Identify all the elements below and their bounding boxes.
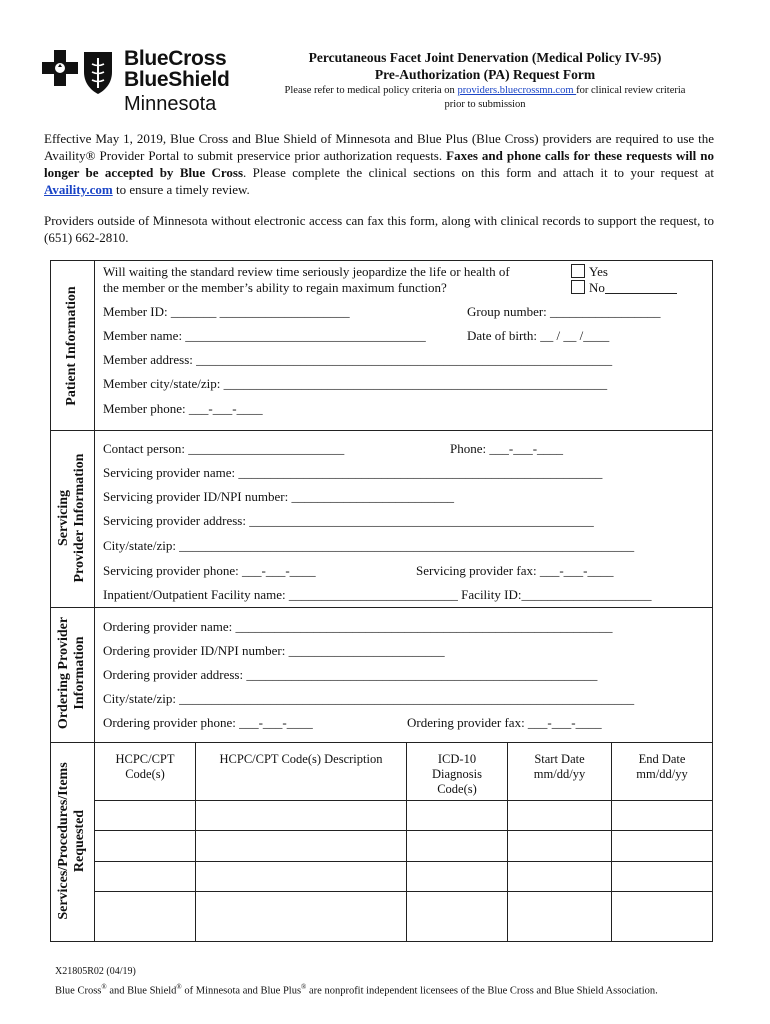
member-phone-field[interactable]: Member phone: ___-___-____ [103,401,263,416]
col3-line2: Diagnosis [432,767,482,781]
reg-mark: ® [176,983,182,991]
providers-link[interactable]: providers.bluecrossmn.com [457,85,577,96]
patient-label: Patient Information [64,286,79,406]
col-header-end-date [612,752,712,782]
form-subtitle: Pre-Authorization (PA) Request Form [374,67,596,82]
servicing-city-field[interactable]: City/state/zip: ______________________________________________________________________ [103,538,635,553]
grid-line [195,742,196,941]
reg-mark: ® [101,983,107,991]
disclaimer-part-3: of Minnesota and Blue Plus [181,985,302,997]
policy-note-prefix: Please refer to medical policy criteria on [284,85,458,96]
servicing-provider-id-field[interactable]: Servicing provider ID/NPI number: _________________________ [103,489,454,504]
yes-option[interactable] [571,264,608,280]
col4-line2: mm/dd/yy [533,767,586,781]
intro-p1-bold: Faxes and phone calls for these requests will no longer be accepted by Blue Cross [44,148,714,180]
disclaimer-part-4: are nonprofit independent licensees of the Blue Cross and Blue Shield Association. [306,985,658,997]
col-header-description [196,752,406,767]
policy-note-suffix: for clinical review criteria [576,85,686,96]
reg-mark: ® [301,983,307,991]
contact-phone-field[interactable]: Phone: ___-___-____ [450,441,564,456]
ordering-provider-id-field[interactable]: Ordering provider ID/NPI number: ________________________ [103,643,445,658]
form-code: X21805R02 (04/19) [55,966,136,977]
servicing-provider-name-field[interactable]: Servicing provider name: ________________________________________________________ [103,465,603,480]
no-checkbox[interactable] [571,280,585,294]
form-title: Percutaneous Facet Joint Denervation (Medical Policy IV-95) [308,50,662,65]
servicing-label-1: Servicing [56,490,71,546]
section-divider [51,742,712,743]
intro-p1-c: to ensure a timely review. [112,182,250,197]
intro-p1-b: . Please complete the clinical sections on this form and attach it to your request at [243,165,714,180]
date-of-birth-field[interactable]: Date of birth: __ / __ /____ [467,328,610,343]
bcbs-logo [42,44,242,116]
section-label-ordering [56,607,88,739]
ordering-city-field[interactable]: City/state/zip: ______________________________________________________________________ [103,691,635,706]
section-divider [51,607,712,608]
grid-line [94,800,712,801]
brand-line-1: BlueCross [124,47,227,70]
disclaimer-part-2: and Blue Shield [106,985,177,997]
grid-line [94,891,712,892]
yes-label: Yes [589,264,608,279]
grid-line [94,861,712,862]
col3-line1: ICD-10 [437,752,477,766]
col2-line1: HCPC/CPT Code(s) Description [219,752,383,766]
cross-shield-icon [42,48,120,98]
policy-note [250,84,720,97]
intro-paragraph-2: Providers outside of Minnesota without electronic access can fax this form, along with clinical records to support the request, to (651) 662-2810. [44,213,714,245]
services-label-1: Services/Procedures/Items [56,762,71,920]
col-header-icd10 [407,752,507,797]
group-number-field[interactable]: Group number: _________________ [467,304,661,319]
col1-line2: Code(s) [125,767,165,781]
request-form-table [50,260,713,942]
grid-line [94,830,712,831]
section-label-patient [64,266,80,426]
ordering-label-1: Ordering Provider [56,616,71,730]
footer-disclaimer [55,983,658,997]
disclaimer-part-1: Blue Cross [55,985,102,997]
intro-p1-a: Effective May 1, 2019, Blue Cross and Blue Shield of Minnesota and Blue Plus (Blue Cross) providers are required to use the Availity® Provider Portal to submit preservice prior authorization requests. [44,131,714,163]
brand-line-2: BlueShield [124,68,230,91]
ordering-provider-fax-field[interactable]: Ordering provider fax: ___-___-____ [407,715,602,730]
col-header-hcpc [95,752,195,782]
ordering-provider-name-field[interactable]: Ordering provider name: __________________________________________________________ [103,619,613,634]
section-label-services [56,744,88,938]
col-header-start-date [508,752,611,782]
services-label-2: Requested [72,809,87,873]
urgency-question-line-2: the member or the member’s ability to regain maximum function? [103,280,447,295]
yes-checkbox[interactable] [571,264,585,278]
servicing-provider-fax-field[interactable]: Servicing provider fax: ___-___-____ [416,563,614,578]
member-name-field[interactable]: Member name: _____________________________________ [103,328,426,343]
member-id-field[interactable]: Member ID: _______ ____________________ [103,304,350,319]
urgency-question-line-1: Will waiting the standard review time seriously jeopardize the life or health of [103,264,510,279]
label-column-divider [94,261,95,941]
availity-link[interactable]: Availity.com [44,182,113,197]
ordering-provider-phone-field[interactable]: Ordering provider phone: ___-___-____ [103,715,313,730]
contact-person-field[interactable]: Contact person: ________________________ [103,441,345,456]
col3-line3: Code(s) [437,782,477,796]
servicing-provider-phone-field[interactable]: Servicing provider phone: ___-___-____ [103,563,316,578]
facility-field[interactable]: Inpatient/Outpatient Facility name: __________________________ Facility ID:____________________ [103,587,652,602]
servicing-provider-address-field[interactable]: Servicing provider address: _____________________________________________________ [103,513,594,528]
intro-paragraph-1 [44,130,714,198]
no-label: No [589,280,605,295]
ordering-label-2: Information [72,636,87,710]
member-address-field[interactable]: Member address: ________________________________________________________________ [103,352,613,367]
col5-line2: mm/dd/yy [636,767,688,781]
policy-note-line-2: prior to submission [444,99,526,110]
section-label-servicing [56,435,88,601]
no-option[interactable] [571,280,677,296]
ordering-provider-address-field[interactable]: Ordering provider address: ______________________________________________________ [103,667,598,682]
brand-line-3: Minnesota [124,93,217,115]
section-divider [51,430,712,431]
col5-line1: End Date [638,752,686,766]
col1-line1: HCPC/CPT [115,752,175,766]
member-city-field[interactable]: Member city/state/zip: ___________________________________________________________ [103,376,608,391]
col4-line1: Start Date [534,752,585,766]
servicing-label-2: Provider Information [72,453,87,583]
no-underline [605,293,677,294]
form-title-block [250,49,720,111]
